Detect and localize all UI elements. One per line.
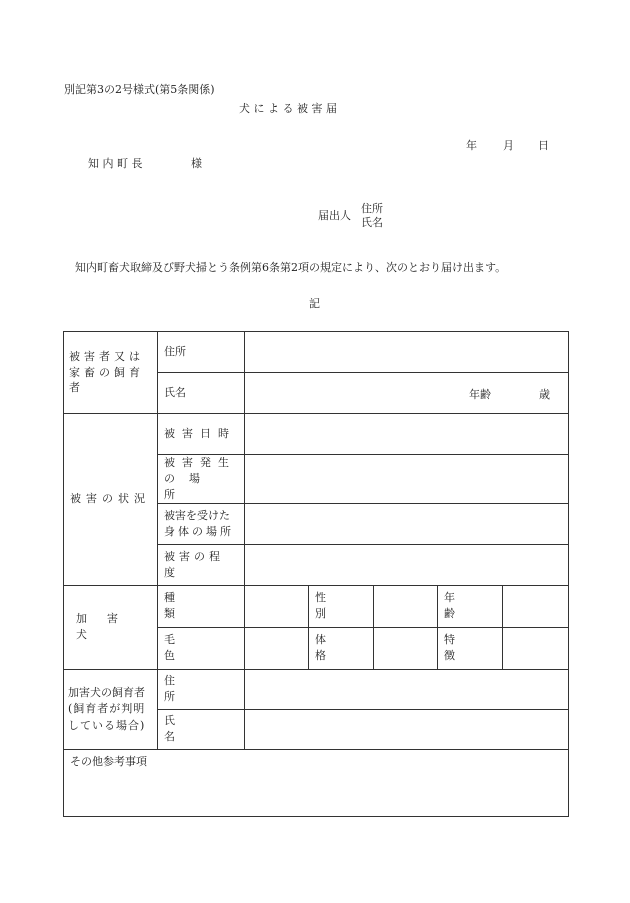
victim-name-field[interactable] [245,373,569,414]
damage-datetime-label: 被害日時 [158,414,245,455]
victim-age-unit: 歳 [539,388,551,401]
body-part-label [158,503,245,544]
damage-place-label-line2: の場所 [164,471,214,501]
dog-build-label: 体格 [309,627,374,669]
ki-mark: 記 [309,297,320,310]
damage-place-label-line1: 被害発生 [164,456,236,469]
form-number: 別記第3の2号様式(第5条関係) [64,83,215,96]
damage-place-label [158,455,245,504]
applicant-name-label: 氏名 [361,216,383,229]
addressee-honorific: 様 [191,157,202,170]
owner-header-line3: している場合) [68,718,146,732]
remarks-label: その他参考事項 [70,754,147,768]
owner-header-line1: 加害犬の飼育者 [68,685,145,699]
owner-header [64,669,158,749]
victim-header: 被害者又は家畜の飼育者 [64,332,158,414]
owner-header-line2: (飼育者が判明 [68,702,146,716]
date-day: 日 [538,139,549,152]
applicant-label: 届出人 [318,209,351,222]
body-part-label-line2: 身体の場所 [164,524,234,538]
situation-header: 被害の状況 [64,414,158,586]
form-title: 犬 に よ る 被 害 届 [239,102,337,115]
date-year: 年 [466,139,477,152]
dog-age-field[interactable] [503,585,569,627]
damage-degree-field[interactable] [245,544,569,585]
applicant-address-label: 住所 [361,202,383,215]
date-month: 月 [503,139,514,152]
dog-header: 加害犬 [64,585,158,669]
dog-feature-label: 特徴 [438,627,503,669]
dog-color-field[interactable] [245,627,309,669]
dog-sex-label: 性別 [309,585,374,627]
owner-name-label: 氏名 [158,709,245,749]
body-part-label-line1: 被害を受けた [164,508,230,522]
victim-name-label: 氏名 [158,373,245,414]
dog-kind-label: 種類 [158,585,245,627]
damage-datetime-field[interactable] [245,414,569,455]
statement: 知内町畜犬取締及び野犬掃とう条例第6条第2項の規定により、次のとおり届け出ます。 [75,261,507,274]
dog-sex-field[interactable] [374,585,438,627]
owner-address-label: 住所 [158,669,245,709]
dog-feature-field[interactable] [503,627,569,669]
dog-kind-field[interactable] [245,585,309,627]
addressee-name: 知 内 町 長 [88,157,143,170]
dog-color-label: 毛色 [158,627,245,669]
dog-build-field[interactable] [374,627,438,669]
owner-name-field[interactable] [245,709,569,749]
damage-degree-label: 被害の程度 [158,544,245,585]
damage-report-table [63,331,569,817]
victim-address-label: 住所 [158,332,245,373]
owner-address-field[interactable] [245,669,569,709]
remarks-field[interactable] [64,749,569,816]
dog-age-label: 年齢 [438,585,503,627]
victim-age-label: 年齢 [469,388,491,401]
damage-place-field[interactable] [245,455,569,504]
victim-address-field[interactable] [245,332,569,373]
body-part-field[interactable] [245,503,569,544]
